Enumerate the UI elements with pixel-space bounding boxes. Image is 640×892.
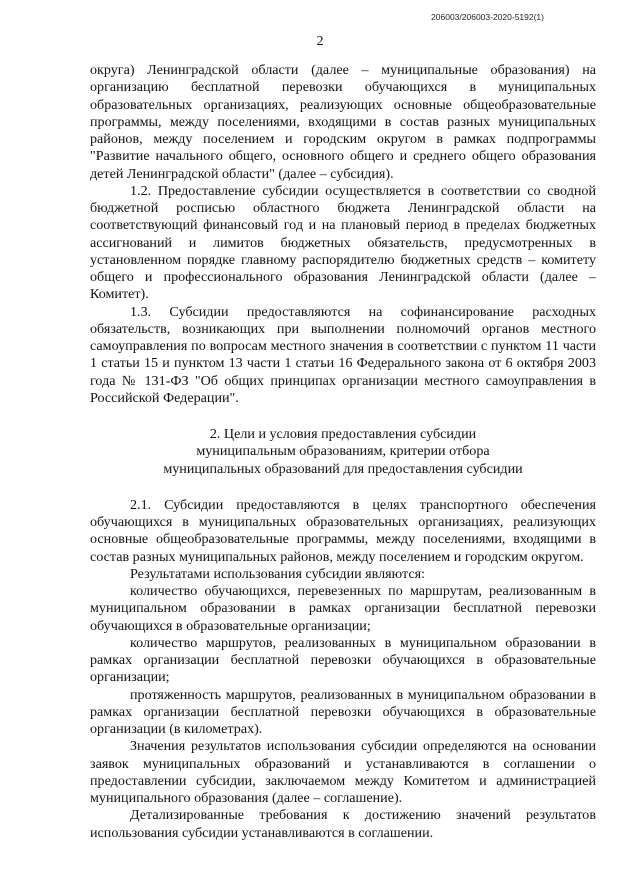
paragraph-2-1: 2.1. Субсидии предоставляются в целях транспортного обеспечения обучающихся в муниципальных образовательных организациях, реализующих основные общеобразовательные программы, между поселениями, входящими в состав разных муниципальных районов, между поселением и городским округом. <box>90 496 596 565</box>
page-number: 2 <box>316 34 324 49</box>
section-heading-line: муниципальным образованиям, критерии отбора <box>196 443 490 460</box>
section-heading-line: муниципальных образований для предоставления субсидии <box>163 460 523 477</box>
document-body <box>90 62 596 842</box>
paragraph-intro: округа) Ленинградской области (далее – муниципальные образования) на организацию бесплатной перевозки обучающихся в муниципальных образовательных организациях, реализующих основные общеобразовательные программы, между поселениями, входящими в состав разных муниципальных районов, между поселением и городским округом в рамках подпрограммы "Развитие начального общего, основного общего и среднего общего образования детей Ленинградской области" (далее – субсидия). <box>90 62 596 182</box>
paragraph-1-2: 1.2. Предоставление субсидии осуществляется в соответствии со сводной бюджетной росписью областного бюджета Ленинградской области на соответствующий финансовый год и на плановый период в пределах бюджетных ассигнований и лимитов бюджетных обязательств, предусмотренных в установленном порядке главному распорядителю бюджетных средств – комитету общего и профессионального образования Ленинградской области (далее – Комитет). <box>90 182 596 303</box>
section-heading <box>90 426 596 478</box>
paragraph-values: Значения результатов использования субсидии определяются на основании заявок муниципальных образований и устанавливаются в соглашении о предоставлении субсидии, заключаемом между Комитетом и администрацией муниципального образования (далее – соглашение). <box>90 738 596 806</box>
document-id: 206003/206003-2020-5192(1) <box>431 12 544 22</box>
section-heading-line: 2. Цели и условия предоставления субсидии <box>209 426 477 442</box>
paragraph-result-item: количество маршрутов, реализованных в муниципальном образовании в рамках организации бесплатной перевозки обучающихся в образовательные организации; <box>90 634 596 686</box>
paragraph-result-item: количество обучающихся, перевезенных по маршрутам, реализованным в муниципальном образовании в рамках организации бесплатной перевозки обучающихся в образовательные организации; <box>90 583 596 634</box>
paragraph-detailed-requirements: Детализированные требования к достижению значений результатов использования субсидии устанавливаются в соглашении. <box>90 807 596 841</box>
paragraph-results-intro: Результатами использования субсидии являются: <box>130 565 425 582</box>
paragraph-result-item: протяженность маршрутов, реализованных в муниципальном образовании в рамках организации бесплатной перевозки обучающихся в образовательные организации (в километрах). <box>90 686 596 737</box>
paragraph-1-3: 1.3. Субсидии предоставляются на софинансирование расходных обязательств, возникающих при выполнении полномочий органов местного самоуправления по вопросам местного значения в соответствии с пунктом 11 части 1 статьи 15 и пунктом 13 части 1 статьи 16 Федерального закона от 6 октября 2003 года № 131-ФЗ "Об общих принципах организации местного самоуправления в Российской Федерации". <box>90 303 596 406</box>
